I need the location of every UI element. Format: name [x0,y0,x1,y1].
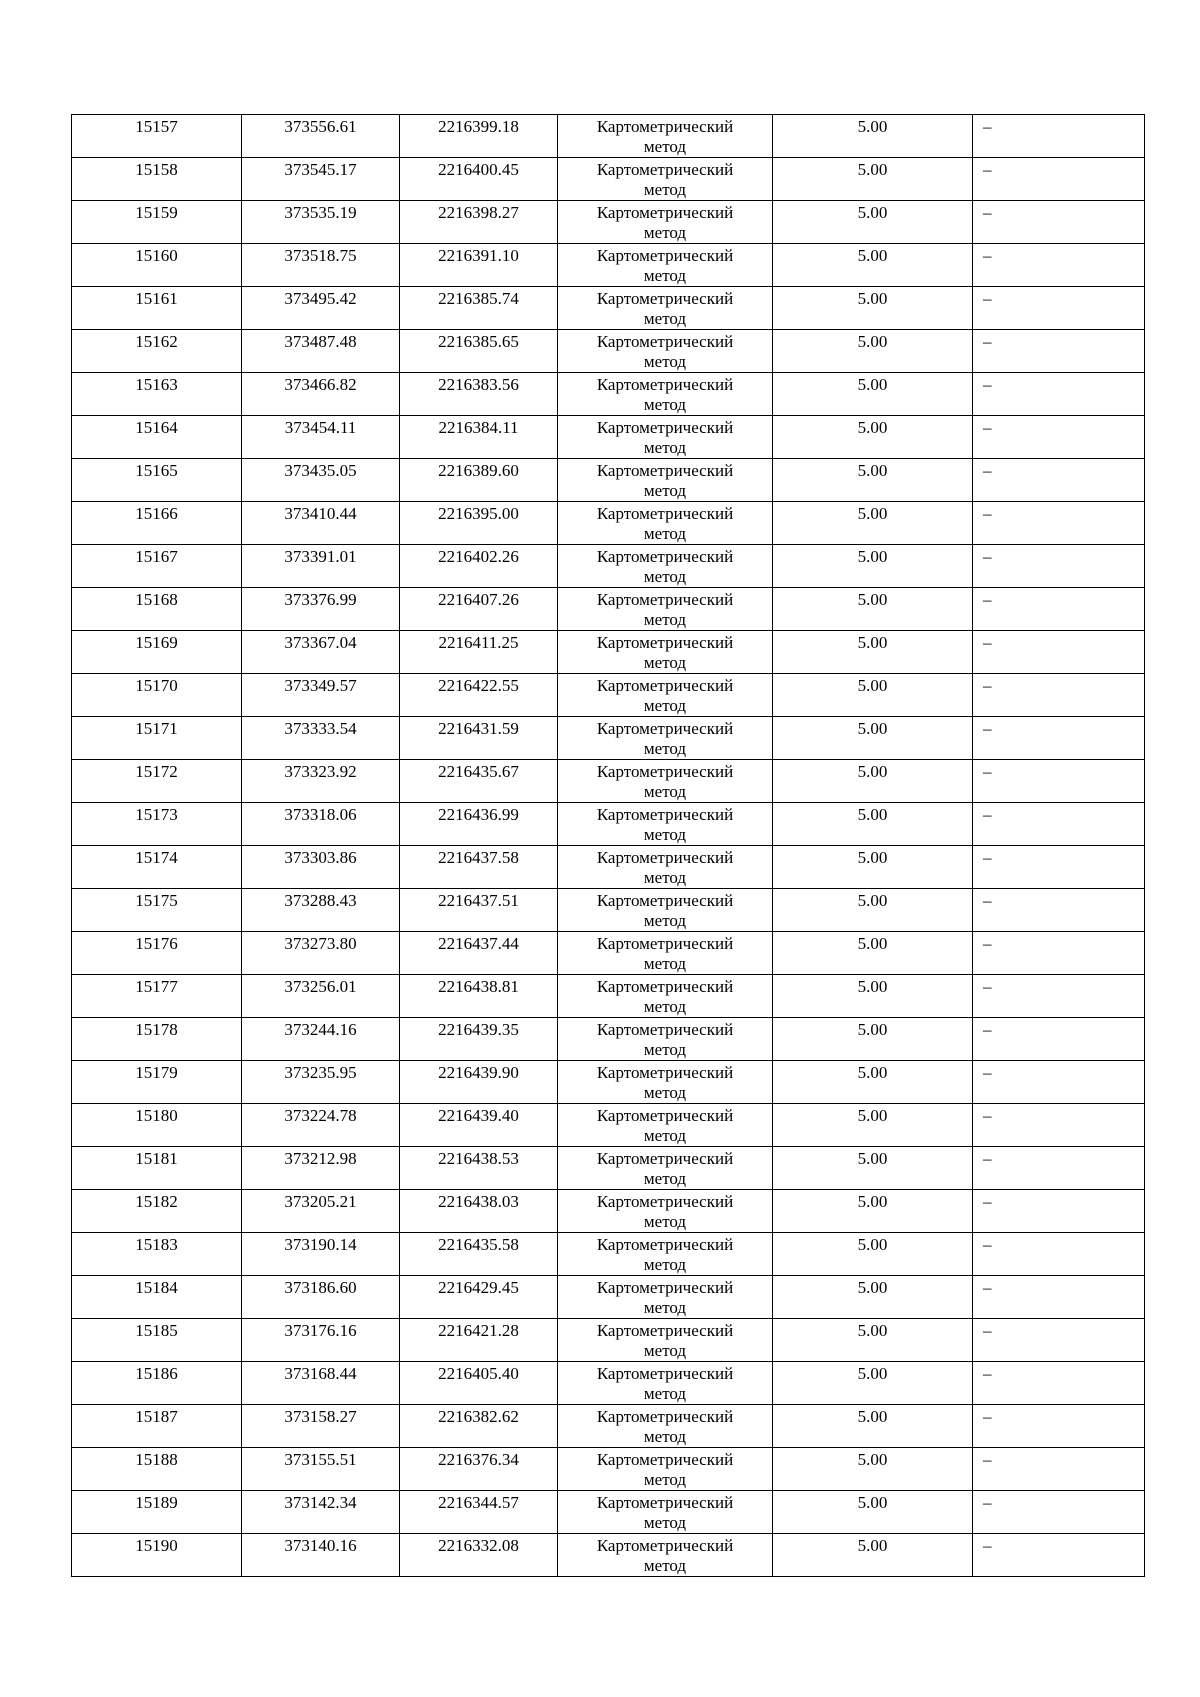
y-coordinate-cell: 2216439.35 [400,1018,558,1061]
note-cell: – [973,416,1145,459]
method-text: Картометрический метод [596,160,734,199]
method-text: Картометрический метод [596,504,734,543]
method-cell [558,1405,773,1448]
table-row [72,502,1145,545]
note-cell: – [973,459,1145,502]
x-coordinate-cell: 373155.51 [242,1448,400,1491]
table-row [72,803,1145,846]
point-number-cell: 15186 [72,1362,242,1405]
table-row [72,889,1145,932]
method-text: Картометрический метод [596,375,734,414]
note-cell: – [973,588,1145,631]
method-text: Картометрический метод [596,977,734,1016]
method-text: Картометрический метод [596,1321,734,1360]
accuracy-cell: 5.00 [773,287,973,330]
point-number-cell: 15179 [72,1061,242,1104]
point-number-cell: 15188 [72,1448,242,1491]
method-text: Картометрический метод [596,1536,734,1575]
method-text: Картометрический метод [596,246,734,285]
point-number-cell: 15165 [72,459,242,502]
method-text: Картометрический метод [596,633,734,672]
method-cell [558,330,773,373]
method-cell [558,1190,773,1233]
note-cell: – [973,1190,1145,1233]
x-coordinate-cell: 373190.14 [242,1233,400,1276]
y-coordinate-cell: 2216439.90 [400,1061,558,1104]
x-coordinate-cell: 373224.78 [242,1104,400,1147]
point-number-cell: 15176 [72,932,242,975]
note-cell: – [973,1405,1145,1448]
y-coordinate-cell: 2216332.08 [400,1534,558,1577]
point-number-cell: 15167 [72,545,242,588]
accuracy-cell: 5.00 [773,846,973,889]
method-cell [558,1319,773,1362]
table-row [72,1061,1145,1104]
note-cell: – [973,631,1145,674]
method-text: Картометрический метод [596,719,734,758]
x-coordinate-cell: 373158.27 [242,1405,400,1448]
x-coordinate-cell: 373518.75 [242,244,400,287]
table-row [72,416,1145,459]
note-cell: – [973,846,1145,889]
note-cell: – [973,889,1145,932]
method-cell [558,1061,773,1104]
x-coordinate-cell: 373391.01 [242,545,400,588]
table-row [72,287,1145,330]
x-coordinate-cell: 373495.42 [242,287,400,330]
method-cell [558,1104,773,1147]
x-coordinate-cell: 373212.98 [242,1147,400,1190]
method-cell [558,631,773,674]
point-number-cell: 15169 [72,631,242,674]
point-number-cell: 15181 [72,1147,242,1190]
note-cell: – [973,717,1145,760]
accuracy-cell: 5.00 [773,158,973,201]
note-cell: – [973,932,1145,975]
table-row [72,1233,1145,1276]
table-row [72,1147,1145,1190]
point-number-cell: 15190 [72,1534,242,1577]
x-coordinate-cell: 373288.43 [242,889,400,932]
table-row [72,201,1145,244]
method-text: Картометрический метод [596,1106,734,1145]
method-text: Картометрический метод [596,418,734,457]
accuracy-cell: 5.00 [773,1104,973,1147]
method-cell [558,803,773,846]
point-number-cell: 15183 [72,1233,242,1276]
method-cell [558,158,773,201]
accuracy-cell: 5.00 [773,760,973,803]
x-coordinate-cell: 373318.06 [242,803,400,846]
y-coordinate-cell: 2216384.11 [400,416,558,459]
table-row [72,1018,1145,1061]
method-text: Картометрический метод [596,676,734,715]
method-cell [558,846,773,889]
accuracy-cell: 5.00 [773,244,973,287]
accuracy-cell: 5.00 [773,416,973,459]
table-row [72,459,1145,502]
note-cell: – [973,975,1145,1018]
y-coordinate-cell: 2216407.26 [400,588,558,631]
point-number-cell: 15185 [72,1319,242,1362]
y-coordinate-cell: 2216438.03 [400,1190,558,1233]
method-text: Картометрический метод [596,891,734,930]
accuracy-cell: 5.00 [773,1362,973,1405]
method-text: Картометрический метод [596,117,734,156]
x-coordinate-cell: 373466.82 [242,373,400,416]
y-coordinate-cell: 2216421.28 [400,1319,558,1362]
note-cell: – [973,1448,1145,1491]
method-text: Картометрический метод [596,1493,734,1532]
y-coordinate-cell: 2216385.65 [400,330,558,373]
point-number-cell: 15157 [72,115,242,158]
table-row [72,1276,1145,1319]
method-cell [558,1233,773,1276]
table-row [72,244,1145,287]
method-cell [558,975,773,1018]
y-coordinate-cell: 2216422.55 [400,674,558,717]
accuracy-cell: 5.00 [773,631,973,674]
y-coordinate-cell: 2216437.58 [400,846,558,889]
accuracy-cell: 5.00 [773,717,973,760]
x-coordinate-cell: 373545.17 [242,158,400,201]
point-number-cell: 15189 [72,1491,242,1534]
point-number-cell: 15187 [72,1405,242,1448]
method-text: Картометрический метод [596,547,734,586]
method-cell [558,717,773,760]
table-row [72,760,1145,803]
method-cell [558,115,773,158]
accuracy-cell: 5.00 [773,201,973,244]
x-coordinate-cell: 373235.95 [242,1061,400,1104]
coordinates-table [71,114,1145,1577]
note-cell: – [973,115,1145,158]
note-cell: – [973,1276,1145,1319]
y-coordinate-cell: 2216389.60 [400,459,558,502]
x-coordinate-cell: 373186.60 [242,1276,400,1319]
point-number-cell: 15171 [72,717,242,760]
x-coordinate-cell: 373410.44 [242,502,400,545]
method-text: Картометрический метод [596,848,734,887]
accuracy-cell: 5.00 [773,1190,973,1233]
y-coordinate-cell: 2216376.34 [400,1448,558,1491]
table-row [72,932,1145,975]
method-text: Картометрический метод [596,1407,734,1446]
point-number-cell: 15178 [72,1018,242,1061]
y-coordinate-cell: 2216400.45 [400,158,558,201]
method-text: Картометрический метод [596,1063,734,1102]
method-cell [558,416,773,459]
table-row [72,115,1145,158]
x-coordinate-cell: 373303.86 [242,846,400,889]
coordinates-table-body [72,115,1145,1577]
method-text: Картометрический метод [596,1149,734,1188]
x-coordinate-cell: 373535.19 [242,201,400,244]
point-number-cell: 15175 [72,889,242,932]
table-row [72,1190,1145,1233]
note-cell: – [973,1233,1145,1276]
x-coordinate-cell: 373367.04 [242,631,400,674]
method-cell [558,459,773,502]
y-coordinate-cell: 2216405.40 [400,1362,558,1405]
y-coordinate-cell: 2216429.45 [400,1276,558,1319]
note-cell: – [973,1362,1145,1405]
accuracy-cell: 5.00 [773,1018,973,1061]
method-text: Картометрический метод [596,1278,734,1317]
x-coordinate-cell: 373454.11 [242,416,400,459]
note-cell: – [973,760,1145,803]
note-cell: – [973,545,1145,588]
x-coordinate-cell: 373376.99 [242,588,400,631]
note-cell: – [973,330,1145,373]
point-number-cell: 15166 [72,502,242,545]
point-number-cell: 15177 [72,975,242,1018]
accuracy-cell: 5.00 [773,803,973,846]
method-cell [558,1534,773,1577]
method-cell [558,201,773,244]
x-coordinate-cell: 373140.16 [242,1534,400,1577]
method-text: Картометрический метод [596,805,734,844]
method-cell [558,760,773,803]
point-number-cell: 15174 [72,846,242,889]
y-coordinate-cell: 2216435.67 [400,760,558,803]
accuracy-cell: 5.00 [773,1534,973,1577]
point-number-cell: 15170 [72,674,242,717]
x-coordinate-cell: 373435.05 [242,459,400,502]
point-number-cell: 15160 [72,244,242,287]
y-coordinate-cell: 2216436.99 [400,803,558,846]
accuracy-cell: 5.00 [773,588,973,631]
x-coordinate-cell: 373273.80 [242,932,400,975]
method-cell [558,1448,773,1491]
x-coordinate-cell: 373244.16 [242,1018,400,1061]
note-cell: – [973,1061,1145,1104]
accuracy-cell: 5.00 [773,545,973,588]
accuracy-cell: 5.00 [773,1319,973,1362]
point-number-cell: 15184 [72,1276,242,1319]
accuracy-cell: 5.00 [773,1448,973,1491]
table-row [72,975,1145,1018]
x-coordinate-cell: 373556.61 [242,115,400,158]
x-coordinate-cell: 373205.21 [242,1190,400,1233]
table-row [72,1319,1145,1362]
accuracy-cell: 5.00 [773,502,973,545]
method-cell [558,1276,773,1319]
y-coordinate-cell: 2216402.26 [400,545,558,588]
method-text: Картометрический метод [596,934,734,973]
method-cell [558,373,773,416]
accuracy-cell: 5.00 [773,1405,973,1448]
table-row [72,1362,1145,1405]
note-cell: – [973,674,1145,717]
x-coordinate-cell: 373333.54 [242,717,400,760]
y-coordinate-cell: 2216437.44 [400,932,558,975]
method-text: Картометрический метод [596,332,734,371]
table-row [72,588,1145,631]
table-row [72,1534,1145,1577]
method-text: Картометрический метод [596,590,734,629]
y-coordinate-cell: 2216395.00 [400,502,558,545]
accuracy-cell: 5.00 [773,373,973,416]
method-cell [558,545,773,588]
y-coordinate-cell: 2216344.57 [400,1491,558,1534]
note-cell: – [973,1104,1145,1147]
method-text: Картометрический метод [596,1450,734,1489]
accuracy-cell: 5.00 [773,932,973,975]
y-coordinate-cell: 2216383.56 [400,373,558,416]
method-text: Картометрический метод [596,1235,734,1274]
method-text: Картометрический метод [596,762,734,801]
x-coordinate-cell: 373349.57 [242,674,400,717]
table-row [72,158,1145,201]
y-coordinate-cell: 2216439.40 [400,1104,558,1147]
note-cell: – [973,502,1145,545]
point-number-cell: 15164 [72,416,242,459]
note-cell: – [973,1018,1145,1061]
point-number-cell: 15172 [72,760,242,803]
table-row [72,373,1145,416]
method-cell [558,889,773,932]
y-coordinate-cell: 2216438.81 [400,975,558,1018]
method-cell [558,1018,773,1061]
method-text: Картометрический метод [596,1364,734,1403]
y-coordinate-cell: 2216398.27 [400,201,558,244]
method-cell [558,1491,773,1534]
note-cell: – [973,1534,1145,1577]
y-coordinate-cell: 2216382.62 [400,1405,558,1448]
note-cell: – [973,158,1145,201]
y-coordinate-cell: 2216391.10 [400,244,558,287]
method-cell [558,932,773,975]
table-row [72,1448,1145,1491]
accuracy-cell: 5.00 [773,1276,973,1319]
table-row [72,545,1145,588]
x-coordinate-cell: 373142.34 [242,1491,400,1534]
table-row [72,1104,1145,1147]
point-number-cell: 15163 [72,373,242,416]
table-row [72,631,1145,674]
method-cell [558,1362,773,1405]
point-number-cell: 15182 [72,1190,242,1233]
method-cell [558,1147,773,1190]
point-number-cell: 15180 [72,1104,242,1147]
point-number-cell: 15159 [72,201,242,244]
accuracy-cell: 5.00 [773,330,973,373]
method-cell [558,244,773,287]
method-cell [558,674,773,717]
accuracy-cell: 5.00 [773,1491,973,1534]
note-cell: – [973,244,1145,287]
note-cell: – [973,201,1145,244]
x-coordinate-cell: 373323.92 [242,760,400,803]
y-coordinate-cell: 2216431.59 [400,717,558,760]
accuracy-cell: 5.00 [773,674,973,717]
y-coordinate-cell: 2216411.25 [400,631,558,674]
accuracy-cell: 5.00 [773,459,973,502]
point-number-cell: 15158 [72,158,242,201]
accuracy-cell: 5.00 [773,1233,973,1276]
method-text: Картометрический метод [596,1192,734,1231]
x-coordinate-cell: 373256.01 [242,975,400,1018]
y-coordinate-cell: 2216399.18 [400,115,558,158]
method-cell [558,588,773,631]
note-cell: – [973,373,1145,416]
note-cell: – [973,287,1145,330]
note-cell: – [973,1147,1145,1190]
y-coordinate-cell: 2216438.53 [400,1147,558,1190]
method-text: Картометрический метод [596,461,734,500]
method-text: Картометрический метод [596,203,734,242]
method-cell [558,287,773,330]
note-cell: – [973,1319,1145,1362]
table-row [72,674,1145,717]
point-number-cell: 15173 [72,803,242,846]
note-cell: – [973,1491,1145,1534]
note-cell: – [973,803,1145,846]
method-cell [558,502,773,545]
x-coordinate-cell: 373176.16 [242,1319,400,1362]
table-row [72,330,1145,373]
method-text: Картометрический метод [596,289,734,328]
point-number-cell: 15162 [72,330,242,373]
point-number-cell: 15168 [72,588,242,631]
table-row [72,1491,1145,1534]
x-coordinate-cell: 373487.48 [242,330,400,373]
accuracy-cell: 5.00 [773,1147,973,1190]
method-text: Картометрический метод [596,1020,734,1059]
table-row [72,1405,1145,1448]
y-coordinate-cell: 2216437.51 [400,889,558,932]
table-row [72,846,1145,889]
accuracy-cell: 5.00 [773,115,973,158]
point-number-cell: 15161 [72,287,242,330]
accuracy-cell: 5.00 [773,889,973,932]
accuracy-cell: 5.00 [773,1061,973,1104]
y-coordinate-cell: 2216385.74 [400,287,558,330]
table-row [72,717,1145,760]
accuracy-cell: 5.00 [773,975,973,1018]
y-coordinate-cell: 2216435.58 [400,1233,558,1276]
x-coordinate-cell: 373168.44 [242,1362,400,1405]
